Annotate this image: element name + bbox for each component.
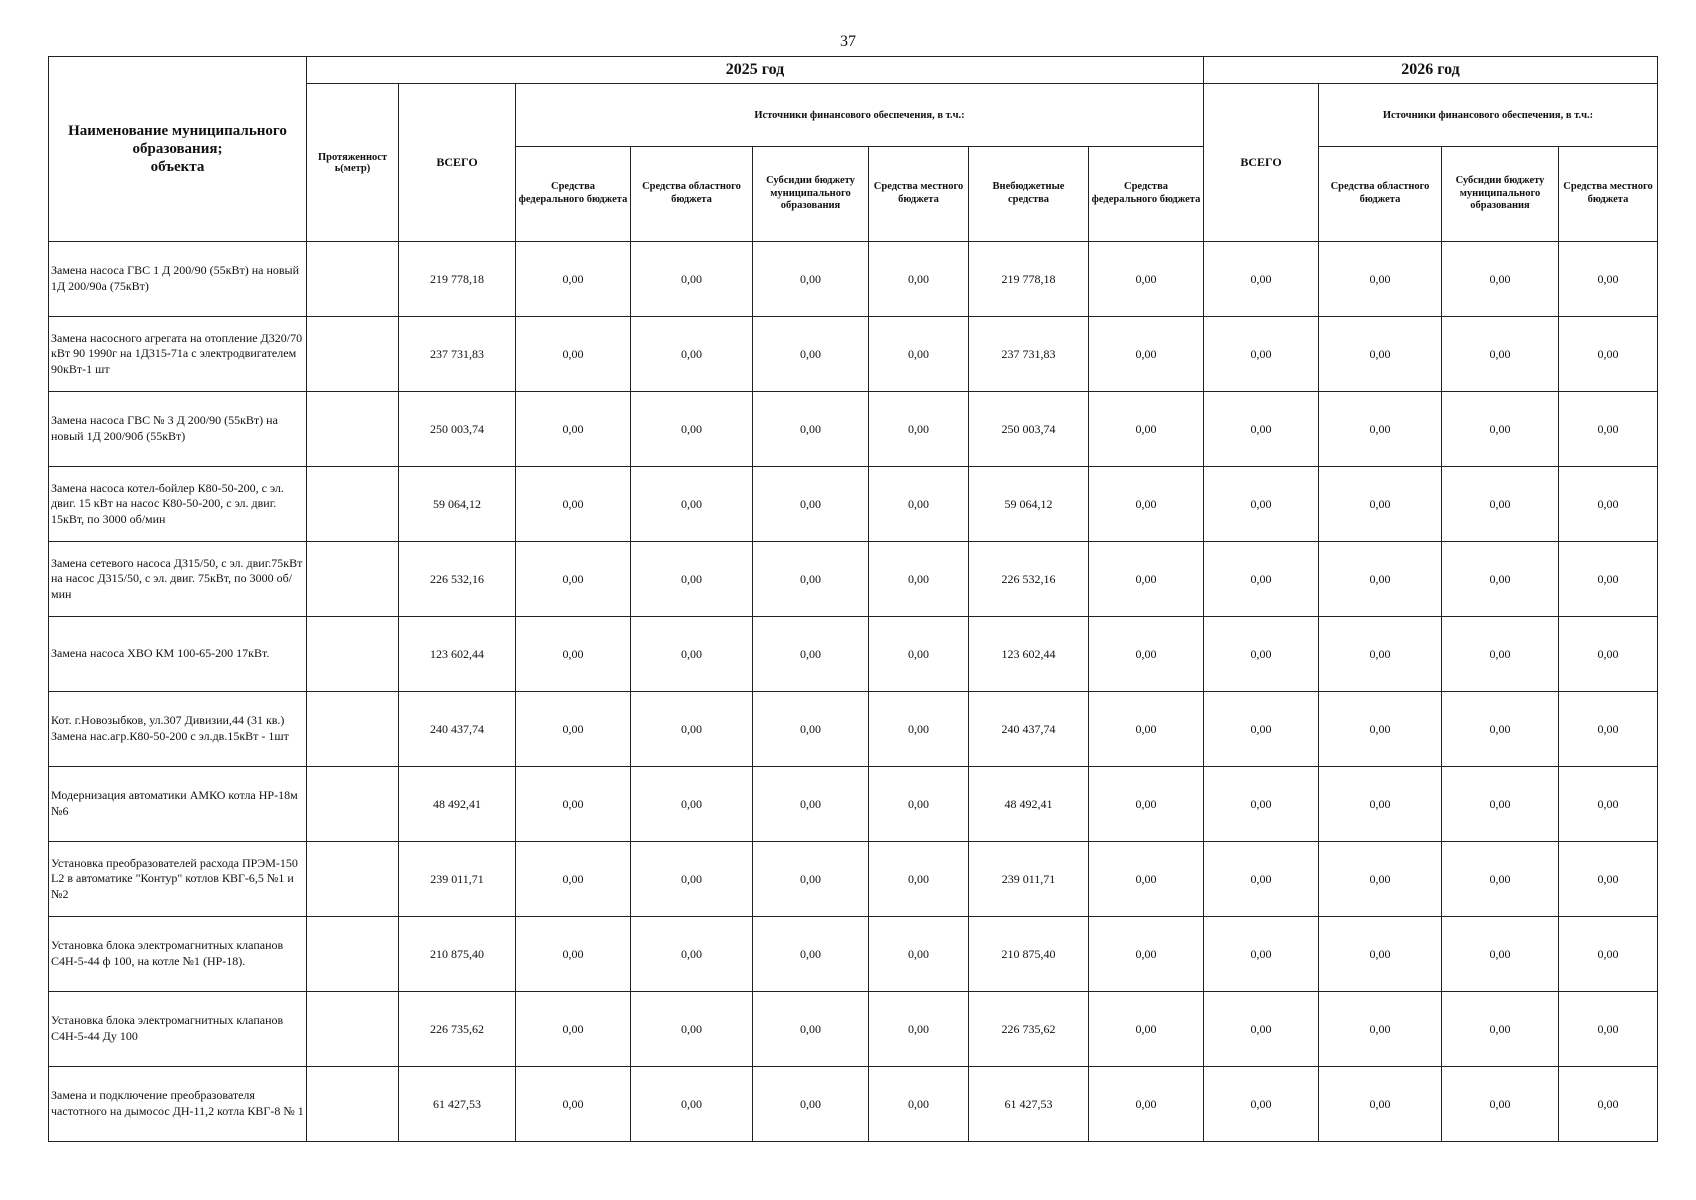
regional-2026-cell: 0,00 (1319, 242, 1442, 317)
total-2026-cell: 0,00 (1089, 317, 1204, 392)
table-row (49, 317, 1658, 392)
extrabudget-2025-cell: 250 003,74 (969, 392, 1089, 467)
local-2025-cell: 0,00 (869, 1067, 969, 1142)
length-cell (307, 1067, 399, 1142)
extrabudget-2025-cell: 123 602,44 (969, 617, 1089, 692)
subsidy-2026-cell: 0,00 (1442, 242, 1559, 317)
regional-2025-cell: 0,00 (631, 617, 753, 692)
extrabudget-2025-cell: 210 875,40 (969, 917, 1089, 992)
total-2025-cell: 59 064,12 (399, 467, 516, 542)
extrabudget-2025-cell: 239 011,71 (969, 842, 1089, 917)
total-2025-cell: 226 532,16 (399, 542, 516, 617)
local-2025-cell: 0,00 (869, 392, 969, 467)
total-2025-cell: 237 731,83 (399, 317, 516, 392)
subsidy-2026-cell: 0,00 (1442, 317, 1559, 392)
total-2025-cell: 219 778,18 (399, 242, 516, 317)
federal-2025-cell: 0,00 (516, 1067, 631, 1142)
federal-2026-cell: 0,00 (1204, 917, 1319, 992)
subsidy-2025-cell: 0,00 (753, 1067, 869, 1142)
federal-2026-cell: 0,00 (1204, 392, 1319, 467)
extrabudget-2025-cell: 237 731,83 (969, 317, 1089, 392)
federal-2025-cell: 0,00 (516, 617, 631, 692)
subsidy-2025-cell: 0,00 (753, 992, 869, 1067)
local-2025-cell: 0,00 (869, 617, 969, 692)
length-cell (307, 317, 399, 392)
local-2026-cell: 0,00 (1559, 542, 1658, 617)
object-name-cell: Замена насосного агрегата на отопление Д320/70 кВт 90 1990г на 1Д315-71а с электродвигателем 90кВт-1 шт (49, 317, 307, 392)
subsidy-2025-cell: 0,00 (753, 617, 869, 692)
federal-2025-cell: 0,00 (516, 692, 631, 767)
object-name-cell: Замена насоса ХВО КМ 100-65-200 17кВт. (49, 617, 307, 692)
local-2025-cell: 0,00 (869, 242, 969, 317)
local-2025-cell: 0,00 (869, 917, 969, 992)
total-2026-cell: 0,00 (1089, 692, 1204, 767)
page-number: 37 (840, 33, 856, 50)
total-2025-cell: 61 427,53 (399, 1067, 516, 1142)
length-cell (307, 992, 399, 1067)
header-sources-2025: Источники финансового обеспечения, в т.ч.: (516, 84, 1204, 147)
local-2026-cell: 0,00 (1559, 242, 1658, 317)
local-2025-cell: 0,00 (869, 542, 969, 617)
object-name-cell: Кот. г.Новозыбков, ул.307 Дивизии,44 (31 кв.) Замена нас.агр.К80-50-200 с эл.дв.15кВт - 1шт (49, 692, 307, 767)
federal-2026-cell: 0,00 (1204, 242, 1319, 317)
federal-2025-cell: 0,00 (516, 242, 631, 317)
regional-2026-cell: 0,00 (1319, 767, 1442, 842)
regional-2025-cell: 0,00 (631, 392, 753, 467)
local-2025-cell: 0,00 (869, 767, 969, 842)
subsidy-2026-cell: 0,00 (1442, 617, 1559, 692)
total-2025-cell: 250 003,74 (399, 392, 516, 467)
regional-2026-cell: 0,00 (1319, 317, 1442, 392)
federal-2025-cell: 0,00 (516, 767, 631, 842)
table-row (49, 1067, 1658, 1142)
regional-2025-cell: 0,00 (631, 692, 753, 767)
subsidy-2025-cell: 0,00 (753, 692, 869, 767)
federal-2025-cell: 0,00 (516, 317, 631, 392)
extrabudget-2025-cell: 59 064,12 (969, 467, 1089, 542)
header-subsidy-2025: Субсидии бюджету муниципального образования (753, 147, 869, 242)
subsidy-2025-cell: 0,00 (753, 842, 869, 917)
subsidy-2025-cell: 0,00 (753, 767, 869, 842)
length-cell (307, 917, 399, 992)
total-2026-cell: 0,00 (1089, 767, 1204, 842)
federal-2026-cell: 0,00 (1204, 992, 1319, 1067)
regional-2025-cell: 0,00 (631, 317, 753, 392)
regional-2026-cell: 0,00 (1319, 842, 1442, 917)
federal-2025-cell: 0,00 (516, 992, 631, 1067)
object-name-cell: Замена насоса ГВС № 3 Д 200/90 (55кВт) на новый 1Д 200/90б (55кВт) (49, 392, 307, 467)
total-2025-cell: 48 492,41 (399, 767, 516, 842)
federal-2025-cell: 0,00 (516, 542, 631, 617)
subsidy-2026-cell: 0,00 (1442, 692, 1559, 767)
subsidy-2025-cell: 0,00 (753, 392, 869, 467)
federal-2026-cell: 0,00 (1204, 767, 1319, 842)
header-local-2025: Средства местного бюджета (869, 147, 969, 242)
subsidy-2026-cell: 0,00 (1442, 917, 1559, 992)
header-year-2025: 2025 год (307, 57, 1204, 84)
total-2026-cell: 0,00 (1089, 842, 1204, 917)
table-row (49, 992, 1658, 1067)
object-name-cell: Замена насоса ГВС 1 Д 200/90 (55кВт) на новый 1Д 200/90а (75кВт) (49, 242, 307, 317)
object-name-cell: Замена и подключение преобразователя частотного на дымосос ДН-11,2 котла КВГ-8 № 1 (49, 1067, 307, 1142)
local-2026-cell: 0,00 (1559, 992, 1658, 1067)
table-row (49, 467, 1658, 542)
regional-2025-cell: 0,00 (631, 842, 753, 917)
regional-2026-cell: 0,00 (1319, 1067, 1442, 1142)
federal-2026-cell: 0,00 (1204, 317, 1319, 392)
subsidy-2025-cell: 0,00 (753, 317, 869, 392)
table-body (49, 242, 1658, 1142)
table-row (49, 542, 1658, 617)
subsidy-2025-cell: 0,00 (753, 467, 869, 542)
length-cell (307, 842, 399, 917)
total-2025-cell: 240 437,74 (399, 692, 516, 767)
subsidy-2025-cell: 0,00 (753, 917, 869, 992)
federal-2026-cell: 0,00 (1204, 842, 1319, 917)
regional-2026-cell: 0,00 (1319, 692, 1442, 767)
regional-2025-cell: 0,00 (631, 917, 753, 992)
extrabudget-2025-cell: 219 778,18 (969, 242, 1089, 317)
length-cell (307, 692, 399, 767)
header-extrabudget-2025: Внебюджетные средства (969, 147, 1089, 242)
total-2025-cell: 123 602,44 (399, 617, 516, 692)
table-row (49, 392, 1658, 467)
subsidy-2026-cell: 0,00 (1442, 542, 1559, 617)
length-cell (307, 242, 399, 317)
local-2026-cell: 0,00 (1559, 317, 1658, 392)
regional-2025-cell: 0,00 (631, 1067, 753, 1142)
regional-2026-cell: 0,00 (1319, 992, 1442, 1067)
length-cell (307, 467, 399, 542)
local-2026-cell: 0,00 (1559, 917, 1658, 992)
total-2026-cell: 0,00 (1089, 542, 1204, 617)
federal-2026-cell: 0,00 (1204, 542, 1319, 617)
header-regional-2026: Средства областного бюджета (1319, 147, 1442, 242)
header-total-2025: ВСЕГО (399, 84, 516, 242)
table-row (49, 917, 1658, 992)
object-name-cell: Установка блока электромагнитных клапанов С4Н-5-44 ф 100, на котле №1 (НР-18). (49, 917, 307, 992)
subsidy-2026-cell: 0,00 (1442, 767, 1559, 842)
total-2026-cell: 0,00 (1089, 392, 1204, 467)
table-row (49, 692, 1658, 767)
object-name-cell: Установка преобразователей расхода ПРЭМ-150 L2 в автоматике "Контур" котлов КВГ-6,5 №1 и №2 (49, 842, 307, 917)
subsidy-2026-cell: 0,00 (1442, 1067, 1559, 1142)
header-subsidy-2026: Субсидии бюджету муниципального образования (1442, 147, 1559, 242)
budget-table (48, 56, 1658, 1142)
object-name-cell: Замена насоса котел-бойлер К80-50-200, с эл. двиг. 15 кВт на насос К80-50-200, с эл. двиг. 15кВт, по 3000 об/мин (49, 467, 307, 542)
total-2026-cell: 0,00 (1089, 617, 1204, 692)
local-2026-cell: 0,00 (1559, 392, 1658, 467)
header-name: Наименование муниципального образования; объекта (49, 57, 307, 242)
local-2026-cell: 0,00 (1559, 767, 1658, 842)
regional-2025-cell: 0,00 (631, 242, 753, 317)
length-cell (307, 617, 399, 692)
extrabudget-2025-cell: 48 492,41 (969, 767, 1089, 842)
total-2025-cell: 210 875,40 (399, 917, 516, 992)
object-name-cell: Замена сетевого насоса Д315/50, с эл. двиг.75кВт на насос Д315/50, с эл. двиг. 75кВт, по 3000 об/мин (49, 542, 307, 617)
regional-2025-cell: 0,00 (631, 542, 753, 617)
extrabudget-2025-cell: 61 427,53 (969, 1067, 1089, 1142)
local-2025-cell: 0,00 (869, 317, 969, 392)
regional-2025-cell: 0,00 (631, 767, 753, 842)
local-2025-cell: 0,00 (869, 842, 969, 917)
table-row (49, 242, 1658, 317)
subsidy-2025-cell: 0,00 (753, 542, 869, 617)
total-2025-cell: 239 011,71 (399, 842, 516, 917)
regional-2026-cell: 0,00 (1319, 617, 1442, 692)
regional-2025-cell: 0,00 (631, 467, 753, 542)
regional-2025-cell: 0,00 (631, 992, 753, 1067)
federal-2026-cell: 0,00 (1204, 467, 1319, 542)
length-cell (307, 767, 399, 842)
federal-2026-cell: 0,00 (1204, 692, 1319, 767)
regional-2026-cell: 0,00 (1319, 917, 1442, 992)
header-sources-2026: Источники финансового обеспечения, в т.ч.: (1319, 84, 1658, 147)
federal-2026-cell: 0,00 (1204, 1067, 1319, 1142)
local-2026-cell: 0,00 (1559, 467, 1658, 542)
subsidy-2026-cell: 0,00 (1442, 992, 1559, 1067)
total-2026-cell: 0,00 (1089, 992, 1204, 1067)
total-2026-cell: 0,00 (1089, 917, 1204, 992)
local-2026-cell: 0,00 (1559, 842, 1658, 917)
local-2025-cell: 0,00 (869, 692, 969, 767)
total-2026-cell: 0,00 (1089, 467, 1204, 542)
regional-2026-cell: 0,00 (1319, 542, 1442, 617)
header-total-2026: ВСЕГО (1204, 84, 1319, 242)
object-name-cell: Установка блока электромагнитных клапанов С4Н-5-44 Ду 100 (49, 992, 307, 1067)
subsidy-2026-cell: 0,00 (1442, 467, 1559, 542)
length-cell (307, 392, 399, 467)
federal-2025-cell: 0,00 (516, 917, 631, 992)
header-federal-2025: Средства федерального бюджета (516, 147, 631, 242)
federal-2026-cell: 0,00 (1204, 617, 1319, 692)
extrabudget-2025-cell: 240 437,74 (969, 692, 1089, 767)
table-row (49, 617, 1658, 692)
header-regional-2025: Средства областного бюджета (631, 147, 753, 242)
local-2026-cell: 0,00 (1559, 1067, 1658, 1142)
subsidy-2026-cell: 0,00 (1442, 842, 1559, 917)
local-2025-cell: 0,00 (869, 467, 969, 542)
table-row (49, 767, 1658, 842)
federal-2025-cell: 0,00 (516, 467, 631, 542)
extrabudget-2025-cell: 226 532,16 (969, 542, 1089, 617)
subsidy-2025-cell: 0,00 (753, 242, 869, 317)
header-year-2026: 2026 год (1204, 57, 1658, 84)
federal-2025-cell: 0,00 (516, 842, 631, 917)
total-2026-cell: 0,00 (1089, 1067, 1204, 1142)
local-2026-cell: 0,00 (1559, 617, 1658, 692)
regional-2026-cell: 0,00 (1319, 467, 1442, 542)
header-federal-2026: Средства федерального бюджета (1089, 147, 1204, 242)
total-2025-cell: 226 735,62 (399, 992, 516, 1067)
header-local-2026: Средства местного бюджета (1559, 147, 1658, 242)
local-2025-cell: 0,00 (869, 992, 969, 1067)
object-name-cell: Модернизация автоматики АМКО котла НР-18м №6 (49, 767, 307, 842)
federal-2025-cell: 0,00 (516, 392, 631, 467)
table-row (49, 842, 1658, 917)
subsidy-2026-cell: 0,00 (1442, 392, 1559, 467)
total-2026-cell: 0,00 (1089, 242, 1204, 317)
regional-2026-cell: 0,00 (1319, 392, 1442, 467)
local-2026-cell: 0,00 (1559, 692, 1658, 767)
length-cell (307, 542, 399, 617)
header-length: Протяженност ь(метр) (307, 84, 399, 242)
extrabudget-2025-cell: 226 735,62 (969, 992, 1089, 1067)
